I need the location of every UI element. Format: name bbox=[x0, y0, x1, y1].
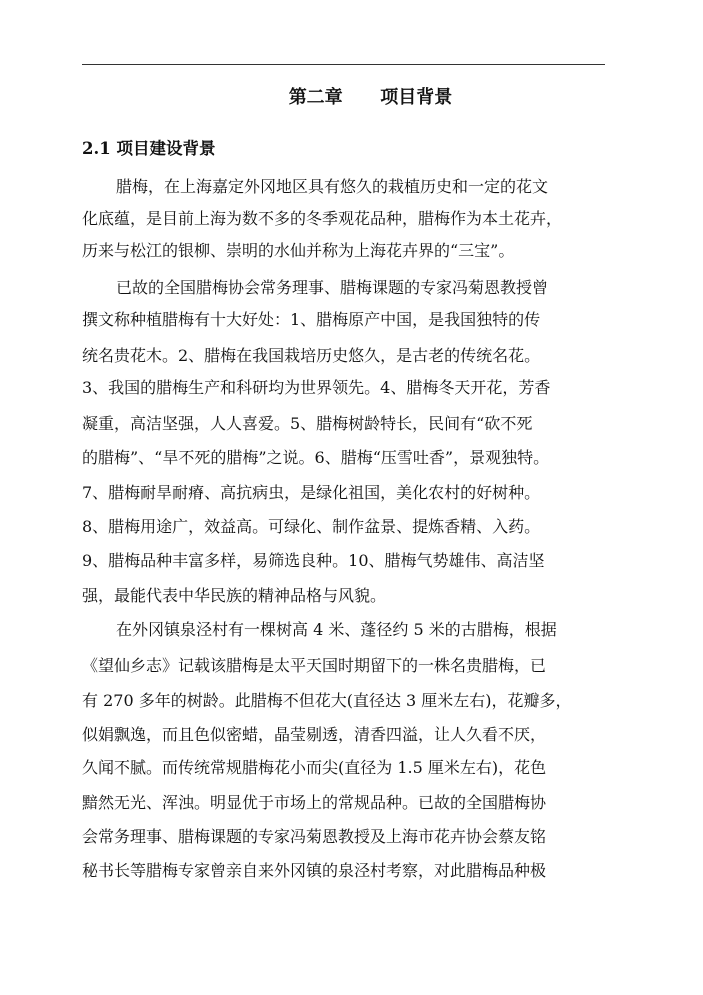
body-line: 7、腊梅耐旱耐瘠、高抗病虫，是绿化祖国，美化农村的好树种。 bbox=[82, 483, 541, 502]
chapter-title: 第二章 项目背景 bbox=[288, 87, 453, 108]
body-line: 8、腊梅用途广，效益高。可绿化、制作盆景、提炼香精、入药。 bbox=[82, 517, 541, 536]
body-line: 9、腊梅品种丰富多样，易筛选良种。10、腊梅气势雄伟、高洁坚 bbox=[82, 551, 545, 570]
body-line: 强，最能代表中华民族的精神品格与风貌。 bbox=[82, 586, 387, 605]
body-line: 的腊梅”、“旱不死的腊梅”之说。6、腊梅“压雪吐香”，景观独特。 bbox=[82, 448, 550, 467]
body-line: 在外冈镇泉泾村有一棵树高 4 米、蓬径约 5 米的古腊梅，根据 bbox=[116, 620, 557, 639]
body-line: 似娟飘逸，而且色似密蜡，晶莹剔透，清香四溢，让人久看不厌， bbox=[82, 725, 547, 744]
body-line: 已故的全国腊梅协会常务理事、腊梅课题的专家冯菊恩教授曾 bbox=[116, 278, 549, 297]
body-line: 化底蕴，是目前上海为数不多的冬季观花品种，腊梅作为本土花卉， bbox=[82, 209, 563, 228]
body-line: 3、我国的腊梅生产和科研均为世界领先。4、腊梅冬天开花，芳香 bbox=[82, 378, 551, 397]
body-line: 秘书长等腊梅专家曾亲自来外冈镇的泉泾村考察，对此腊梅品种极 bbox=[82, 861, 547, 880]
body-line: 有 270 多年的树龄。此腊梅不但花大(直径达 3 厘米左右)，花瓣多， bbox=[82, 691, 572, 710]
section-heading: 2.1 项目建设背景 bbox=[82, 139, 216, 158]
body-line: 黯然无光、浑浊。明显优于市场上的常规品种。已故的全国腊梅协 bbox=[82, 793, 547, 812]
body-line: 久闻不腻。而传统常规腊梅花小而尖(直径为 1.5 厘米左右)，花色 bbox=[82, 758, 547, 777]
body-line: 凝重，高洁坚强，人人喜爱。5、腊梅树龄特长，民间有“砍不死 bbox=[82, 414, 533, 433]
body-line: 会常务理事、腊梅课题的专家冯菊恩教授及上海市花卉协会蔡友铭 bbox=[82, 827, 547, 846]
header-rule bbox=[82, 64, 605, 65]
body-line: 腊梅，在上海嘉定外冈地区具有悠久的栽植历史和一定的花文 bbox=[116, 177, 549, 196]
body-line: 统名贵花木。2、腊梅在我国栽培历史悠久，是古老的传统名花。 bbox=[82, 346, 541, 365]
body-line: 《望仙乡志》记载该腊梅是太平天国时期留下的一株名贵腊梅，已 bbox=[82, 656, 547, 675]
body-line: 历来与松江的银柳、崇明的水仙并称为上海花卉界的“三宝”。 bbox=[82, 241, 515, 260]
body-line: 撰文称种植腊梅有十大好处：1、腊梅原产中国，是我国独特的传 bbox=[82, 310, 541, 329]
